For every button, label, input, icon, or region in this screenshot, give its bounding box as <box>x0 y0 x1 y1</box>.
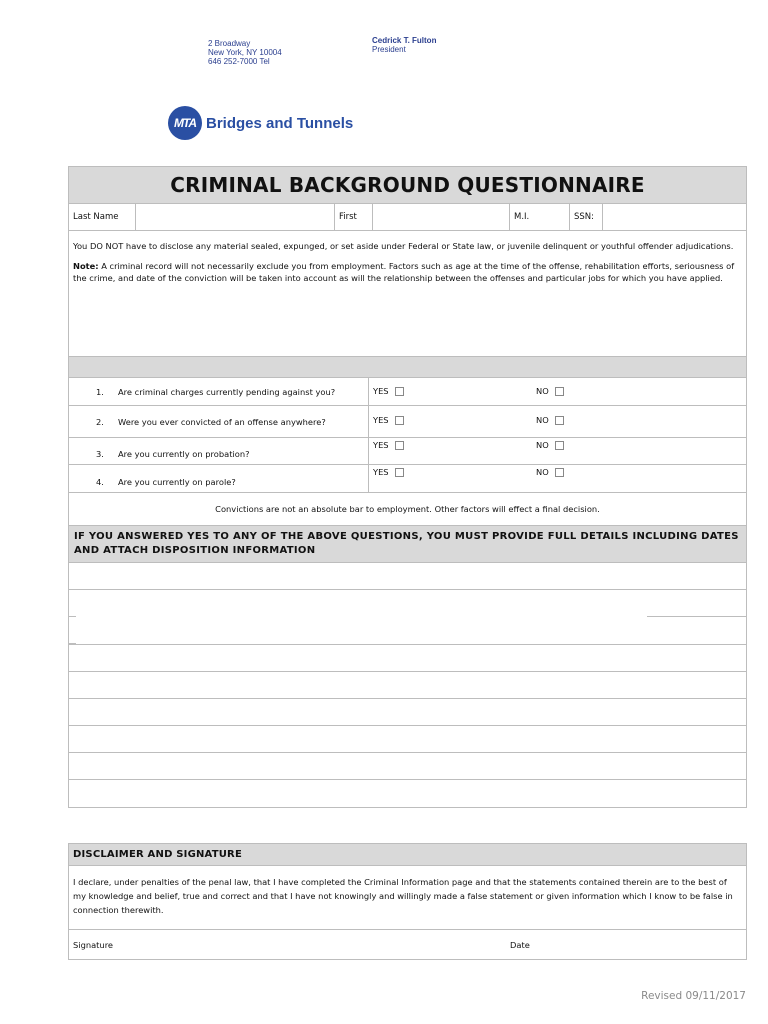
yes-option[interactable] <box>373 440 404 450</box>
disclaimer-section <box>68 843 747 960</box>
ssn-label: SSN: <box>570 204 603 230</box>
date-label: Date <box>510 939 530 950</box>
details-line[interactable] <box>69 726 746 753</box>
mta-logo <box>168 106 353 140</box>
letterhead-address <box>208 39 282 66</box>
no-label: NO <box>536 415 549 425</box>
details-line[interactable] <box>69 563 746 590</box>
ssn-field[interactable] <box>603 204 746 230</box>
disclaimer-heading: DISCLAIMER AND SIGNATURE <box>69 844 746 866</box>
note-paragraph <box>73 260 742 284</box>
signatory-title: President <box>372 45 406 54</box>
no-option[interactable] <box>536 415 564 425</box>
note-label: Note: <box>73 261 99 271</box>
logo-text: Bridges and Tunnels <box>206 114 354 132</box>
details-line[interactable] <box>69 753 746 780</box>
question-number: 2. <box>96 416 104 427</box>
revision-date: Revised 09/11/2017 <box>641 990 746 1002</box>
yes-option[interactable] <box>373 386 404 396</box>
disclosure-notice: You DO NOT have to disclose any material sealed, expunged, or set aside under Federal or State law, or juvenile delinquent or youthful offender adjudications. <box>73 241 734 251</box>
question-text: Are criminal charges currently pending against you? <box>118 386 336 397</box>
yes-option[interactable] <box>373 415 404 425</box>
mta-badge-icon: MTA <box>168 106 202 140</box>
address-line: 646 252-7000 Tel <box>208 57 270 66</box>
details-line[interactable] <box>69 699 746 726</box>
question-answer-cell <box>369 438 746 464</box>
no-label: NO <box>536 386 549 396</box>
no-option[interactable] <box>536 440 564 450</box>
yes-checkbox[interactable] <box>395 416 404 425</box>
convictions-note: Convictions are not an absolute bar to employment. Other factors will effect a final decision. <box>69 493 746 526</box>
address-line: New York, NY 10004 <box>208 48 282 57</box>
question-text-cell <box>69 378 369 405</box>
signatory-name: Cedrick T. Fulton <box>372 36 437 45</box>
form-title: CRIMINAL BACKGROUND QUESTIONNAIRE <box>170 173 645 197</box>
no-checkbox[interactable] <box>555 387 564 396</box>
question-number: 4. <box>96 476 104 487</box>
name-row <box>69 204 746 231</box>
details-line[interactable] <box>69 780 746 807</box>
mi-label: M.I. <box>510 204 570 230</box>
yes-label: YES <box>373 386 389 396</box>
question-number: 3. <box>96 449 104 459</box>
yes-option[interactable] <box>373 467 404 477</box>
question-text: Are you currently on probation? <box>118 449 250 459</box>
question-text-cell <box>69 406 369 437</box>
question-number: 1. <box>96 386 104 397</box>
question-row <box>69 378 746 406</box>
notice-section <box>69 231 746 357</box>
question-answer-cell <box>369 378 746 405</box>
details-line[interactable] <box>69 617 746 645</box>
yes-checkbox[interactable] <box>395 387 404 396</box>
address-line: 2 Broadway <box>208 39 251 48</box>
letterhead-signatory <box>372 36 436 54</box>
yes-checkbox[interactable] <box>395 441 404 450</box>
yes-label: YES <box>373 440 389 450</box>
details-line[interactable] <box>69 645 746 672</box>
question-row <box>69 438 746 465</box>
question-text: Were you ever convicted of an offense anywhere? <box>118 416 326 427</box>
question-text-cell <box>69 438 369 464</box>
no-label: NO <box>536 467 549 477</box>
yes-label: YES <box>373 467 389 477</box>
signature-row <box>69 930 746 959</box>
question-row <box>69 406 746 438</box>
section-divider <box>69 357 746 378</box>
questionnaire-form <box>68 166 747 808</box>
question-row <box>69 465 746 493</box>
details-area <box>69 563 746 807</box>
no-checkbox[interactable] <box>555 441 564 450</box>
question-text-cell <box>69 465 369 492</box>
first-name-field[interactable] <box>373 204 510 230</box>
details-instructions-header: IF YOU ANSWERED YES TO ANY OF THE ABOVE QUESTIONS, YOU MUST PROVIDE FULL DETAILS INCLUDING DATES AND ATTACH DISPOSITION INFORMATION <box>69 526 746 563</box>
details-line[interactable] <box>69 590 746 617</box>
line-stub <box>69 643 76 644</box>
no-option[interactable] <box>536 386 564 396</box>
yes-checkbox[interactable] <box>395 468 404 477</box>
question-answer-cell <box>369 465 746 492</box>
details-line[interactable] <box>69 672 746 699</box>
no-checkbox[interactable] <box>555 416 564 425</box>
no-option[interactable] <box>536 467 564 477</box>
first-name-label: First <box>335 204 373 230</box>
disclaimer-text: I declare, under penalties of the penal law, that I have completed the Criminal Information page and that the statements contained therein are to the best of my knowledge and belief, true and correct and that I have not knowingly and willingly made a false statement or given information which I know to be false in connection therewith. <box>69 866 746 930</box>
question-answer-cell <box>369 406 746 437</box>
signature-label: Signature <box>73 939 114 950</box>
yes-label: YES <box>373 415 389 425</box>
no-checkbox[interactable] <box>555 468 564 477</box>
form-title-bar <box>69 167 746 204</box>
no-label: NO <box>536 440 549 450</box>
note-text: A criminal record will not necessarily exclude you from employment. Factors such as age at the time of the offense, rehabilitation efforts, seriousness of the crime, and date of the conviction will be taken into account as will the relationship between the offenses and particular jobs for which you have applied. <box>73 261 735 283</box>
last-name-label: Last Name <box>69 204 136 230</box>
question-text: Are you currently on parole? <box>118 476 236 487</box>
last-name-field[interactable] <box>136 204 335 230</box>
